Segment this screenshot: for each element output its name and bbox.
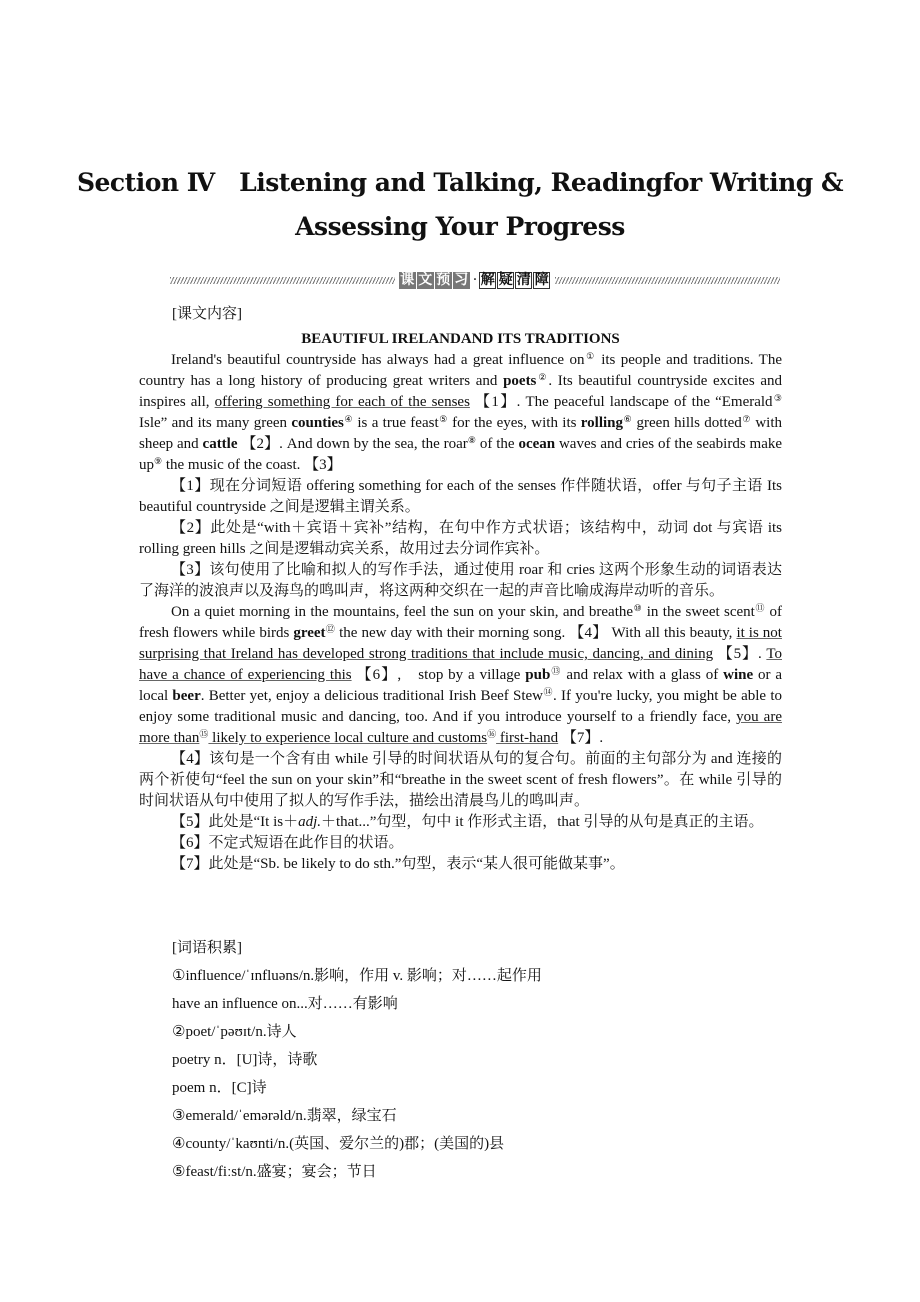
footnote-marker: ⑪	[754, 603, 766, 613]
text-run: 【6】不定式短语在此作目的状语。	[171, 835, 404, 851]
text-run: Isle” and its many green	[139, 415, 292, 431]
text-run: 【6】, stop by a village	[351, 667, 526, 683]
text-run: ＋that...”句型，句中 it 作形式主语，that 引导的从句是真正的主语。	[321, 814, 764, 830]
text-run: 【7】.	[558, 730, 604, 746]
text-run: in the sweet scent	[642, 604, 755, 620]
text-run: and relax with a glass of	[561, 667, 724, 683]
text-run: of fresh flowers while birds	[139, 604, 782, 641]
article-paragraph	[139, 350, 782, 476]
banner-char: 习	[454, 271, 469, 288]
text-run: of the	[476, 436, 519, 452]
section-banner	[170, 270, 780, 290]
vocab-item: ②poet/ˈpəʊɪt/n.诗人	[172, 1024, 297, 1040]
key-word: greet	[293, 625, 326, 641]
text-run: 【7】此处是“Sb. be likely to do sth.”句型，表示“某人很可能做某事”。	[171, 856, 625, 872]
text-run: 【2】此处是“with＋宾语＋宾补”结构，在句中作方式状语；该结构中，动词 dot 与宾语 its rolling green hills 之间是逻辑动宾关系，故用过去分词作宾补。	[139, 520, 782, 557]
vocab-section	[172, 934, 542, 1180]
footnote-marker: ⑥	[623, 414, 633, 424]
text-run: for the eyes, with its	[447, 415, 581, 431]
key-word: beer	[172, 688, 201, 704]
annotation-paragraph	[139, 812, 782, 833]
underlined-phrase: offering something for each of the senses	[214, 394, 470, 410]
footnote-marker: ⑦	[741, 414, 752, 424]
text-run: 【1】现在分词短语 offering something for each of the senses 作伴随状语，offer 与句子主语 Its beautiful countryside 之间是逻辑主谓关系。	[139, 478, 782, 515]
vocab-item: ①influence/ˈɪnfluəns/n.影响，作用 v. 影响；对……起作用	[172, 968, 542, 984]
vocab-item: ⑤feast/fiːst/n.盛宴；宴会；节日	[172, 1164, 377, 1180]
vocab-item: poetry n．[U]诗，诗歌	[172, 1052, 318, 1068]
underlined-phrase: To have a chance of experiencing this	[139, 646, 782, 683]
banner-dot: ·	[472, 272, 478, 288]
section-label: [课文内容]	[172, 306, 242, 322]
article-paragraph	[139, 602, 782, 749]
text-run: the music of the coast. 【3】	[162, 457, 342, 473]
text-run: its people and traditions. The country has a long history of producing great writers and	[139, 352, 782, 389]
underlined-phrase: likely to experience local culture and customs	[208, 730, 488, 746]
text-run: or a local	[139, 667, 783, 704]
text-run: . If you're lucky, you might be able to enjoy some traditional music and dancing, too. And if you introduce yourself to a friendly face,	[139, 688, 782, 725]
key-word: pub	[525, 667, 551, 683]
key-word: cattle	[202, 436, 238, 452]
text-run: 【4】该句是一个含有由 while 引导的时间状语从句的复合句。前面的主句部分为 and 连接的两个祈使句“feel the sun on your skin”和“breathe in the sweet scent of fresh flowers”。在 while 引导的时间状语从句中使用了拟人的写作手法，描绘出清晨鸟儿的鸣叫声。	[139, 751, 782, 809]
vocab-label: [词语积累]	[172, 940, 242, 956]
annotation-paragraph	[139, 518, 782, 560]
banner-char: 解	[480, 271, 495, 288]
footnote-marker: ⑮	[199, 729, 209, 739]
banner-char: 障	[534, 271, 549, 288]
text-run: with sheep and	[139, 415, 782, 452]
text-run: the new day with their morning song. 【4】 With all this beauty,	[335, 625, 737, 641]
footnote-marker: ①	[584, 351, 596, 361]
article-column	[139, 303, 782, 875]
banner-char: 预	[436, 271, 451, 288]
key-word: wine	[723, 667, 754, 683]
banner-char: 文	[418, 271, 433, 288]
text-run: 【1】. The peaceful landscape of the “Emerald	[469, 394, 773, 410]
annotation-paragraph	[139, 833, 782, 854]
footnote-marker: ⑫	[325, 624, 336, 634]
vocab-item: ④county/ˈkaʊnti/n.(英国、爱尔兰的)郡；(美国的)县	[172, 1136, 505, 1152]
text-run: 【5】此处是“It is＋	[171, 814, 299, 830]
annotation-paragraph	[139, 476, 782, 518]
text-run: Ireland's beautiful countryside has always had a great influence on	[171, 352, 585, 368]
banner-char: 疑	[498, 271, 513, 288]
vocab-item: have an influence on...对……有影响	[172, 996, 398, 1012]
footnote-marker: ⑬	[550, 666, 562, 676]
key-word: counties	[291, 415, 344, 431]
key-word: poets	[503, 373, 537, 389]
footnote-marker: ②	[536, 372, 549, 382]
underlined-phrase: first-hand	[496, 730, 559, 746]
text-run: adj.	[298, 814, 321, 830]
text-run: . Better yet, enjoy a delicious traditional Irish Beef Stew	[200, 688, 544, 704]
annotation-paragraph	[139, 854, 782, 875]
text-run: On a quiet morning in the mountains, feel the sun on your skin, and breathe	[171, 604, 634, 620]
footnote-marker: ④	[343, 414, 354, 424]
vocab-item: ③emerald/ˈemərəld/n.翡翠，绿宝石	[172, 1108, 397, 1124]
text-run: 【2】. And down by the sea, the roar	[237, 436, 468, 452]
banner-hatch-left	[170, 277, 395, 284]
text-run: 【5】.	[713, 646, 767, 662]
text-run: green hills dotted	[632, 415, 742, 431]
vocab-item: poem n．[C]诗	[172, 1080, 267, 1096]
underlined-phrase: you are more than	[139, 709, 782, 746]
banner-char: 课	[400, 271, 415, 288]
banner-hatch-right	[555, 277, 780, 284]
article-title: BEAUTIFUL IRELANDAND ITS TRADITIONS	[301, 331, 620, 347]
footnote-marker: ⑩	[633, 603, 643, 613]
footnote-marker: ⑭	[543, 687, 554, 697]
footnote-marker: ⑯	[487, 729, 497, 739]
annotation-paragraph	[139, 560, 782, 602]
underlined-phrase: it is not surprising that Ireland has developed strong traditions that include music, dancing, and dining	[139, 625, 782, 662]
banner-label	[399, 272, 551, 289]
key-word: ocean	[518, 436, 556, 452]
page-title-line-1: Section Ⅳ Listening and Talking, Readingfor Writing &	[76, 168, 844, 197]
text-run: is a true feast	[353, 415, 439, 431]
text-run: . Its beautiful countryside excites and inspires all,	[139, 373, 782, 410]
page-title-line-2: Assessing Your Progress	[295, 212, 625, 241]
footnote-marker: ⑧	[467, 435, 477, 445]
footnote-marker: ⑨	[154, 456, 163, 466]
banner-char: 清	[516, 271, 531, 288]
footnote-marker: ⑤	[438, 414, 448, 424]
footnote-marker: ③	[772, 393, 782, 403]
text-run: waves and cries of the seabirds make up	[139, 436, 783, 473]
key-word: rolling	[580, 415, 624, 431]
annotation-paragraph	[139, 749, 782, 812]
text-run: 【3】该句使用了比喻和拟人的写作手法，通过使用 roar 和 cries 这两个形象生动的词语表达了海洋的波浪声以及海鸟的鸣叫声，将这两种交织在一起的声音比喻成海岸动听的音乐。	[139, 562, 782, 599]
article-body	[139, 350, 782, 875]
